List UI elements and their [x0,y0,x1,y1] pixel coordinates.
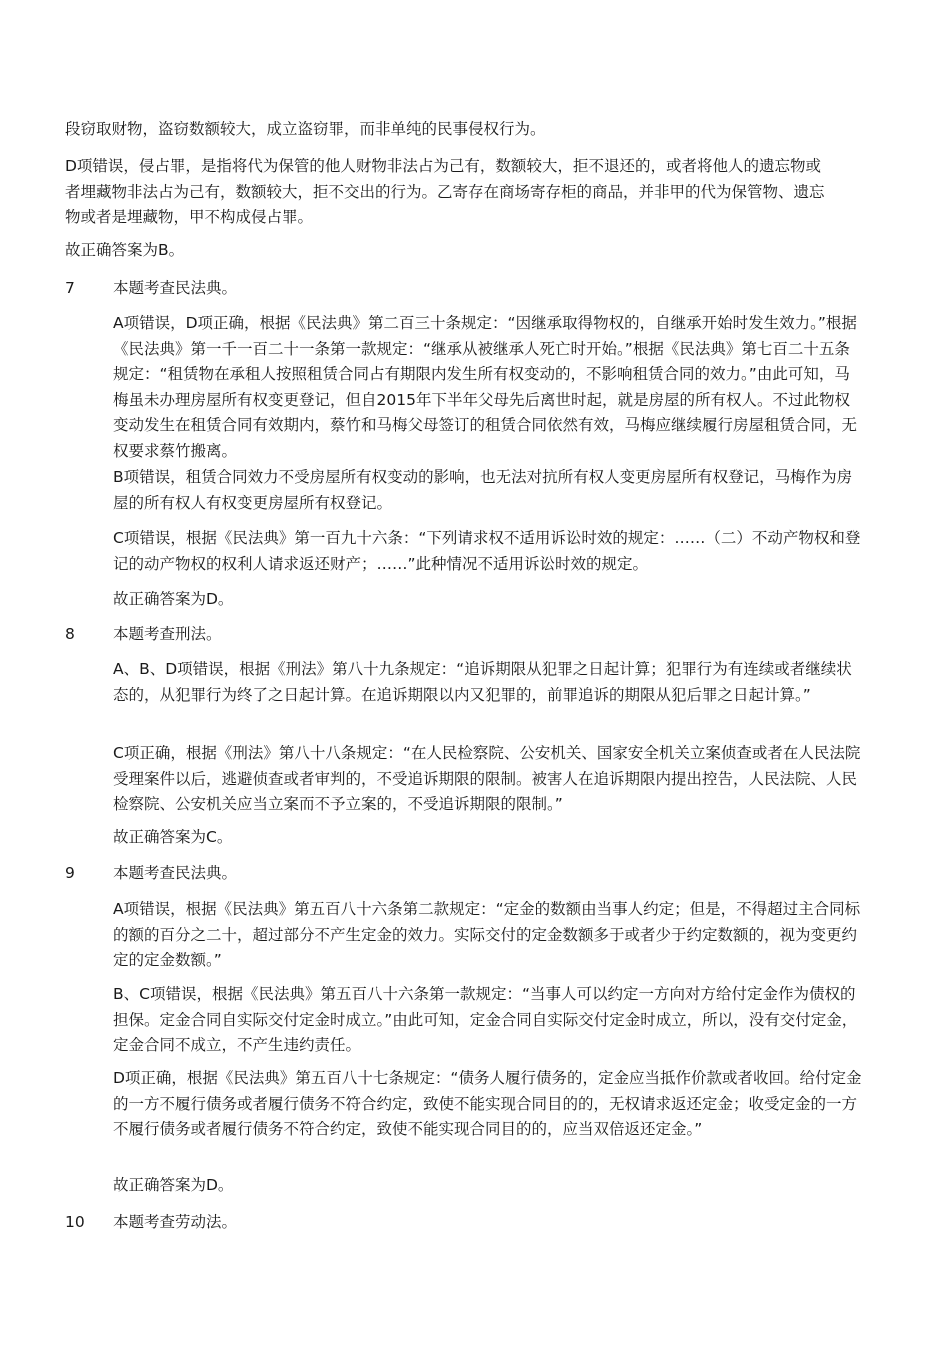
question-title: 本题考查劳动法。 [113,1213,238,1231]
question-answer: 故正确答案为D。 [113,1176,234,1194]
question-answer: 故正确答案为C。 [113,828,233,846]
question-paragraph: A项错误，根据《民法典》第五百八十六条第二款规定：“定金的数额由当事人约定；但是，不得超过主合同标的额的百分之二十，超过部分不产生定金的效力。实际交付的定金数额多于或者少于约定数额的，视为变更约定的定金数额。” [113,900,861,969]
intro-paragraph-1: 段窃取财物，盗窃数额较大，成立盗窃罪，而非单纯的民事侵权行为。 [65,120,546,138]
question-title: 本题考查民法典。 [113,864,238,882]
question-number: 10 [65,1213,85,1231]
question-number: 8 [65,625,75,643]
question-paragraph: B、C项错误，根据《民法典》第五百八十六条第一款规定：“当事人可以约定一方向对方给付定金作为债权的担保。定金合同自实际交付定金时成立。”由此可知，定金合同自实际交付定金时成立，所以，没有交付定金，定金合同不成立，不产生违约责任。 [113,985,858,1054]
question-number: 7 [65,279,75,297]
question-paragraph: C项错误，根据《民法典》第一百九十六条：“下列请求权不适用诉讼时效的规定：……（二）不动产物权和登记的动产物权的权利人请求返还财产；……”此种情况不适用诉讼时效的规定。 [113,529,861,573]
question-paragraph: A项错误，D项正确，根据《民法典》第二百三十条规定：“因继承取得物权的，自继承开始时发生效力。”根据《民法典》第一千一百二十一条第一款规定：“继承从被继承人死亡时开始。”根据《民法典》第七百二十五条规定：“租赁物在承租人按照租赁合同占有期限内发生所有权变动的，不影响租赁合同的效力。”由此可知，马梅虽未办理房屋所有权变更登记，但自2015年下半年父母先后离世时起，就是房屋的所有权人。不过此物权变动发生在租赁合同有效期内，蔡竹和马梅父母签订的租赁合同依然有效，马梅应继续履行房屋租赁合同，无权要求蔡竹搬离。 [113,314,858,460]
question-paragraph: C项正确，根据《刑法》第八十八条规定：“在人民检察院、公安机关、国家安全机关立案侦查或者在人民法院受理案件以后，逃避侦查或者审判的，不受追诉期限的限制。被害人在追诉期限内提出控告，人民法院、人民检察院、公安机关应当立案而不予立案的，不受追诉期限的限制。” [113,744,861,813]
intro-paragraph-2: D项错误，侵占罪，是指将代为保管的他人财物非法占为己有，数额较大，拒不退还的，或者将他人的遗忘物或者埋藏物非法占为己有，数额较大，拒不交出的行为。乙寄存在商场寄存柜的商品，并非甲的代为保管物、遗忘物或者是埋藏物，甲不构成侵占罪。 [65,157,825,226]
question-title: 本题考查民法典。 [113,279,238,297]
question-paragraph: B项错误，租赁合同效力不受房屋所有权变动的影响，也无法对抗所有权人变更房屋所有权登记，马梅作为房屋的所有权人有权变更房屋所有权登记。 [113,468,853,512]
question-answer: 故正确答案为D。 [113,590,234,608]
intro-answer: 故正确答案为B。 [65,241,185,259]
question-number: 9 [65,864,75,882]
question-paragraph: A、B、D项错误，根据《刑法》第八十九条规定：“追诉期限从犯罪之日起计算；犯罪行为有连续或者继续状态的，从犯罪行为终了之日起计算。在追诉期限以内又犯罪的，前罪追诉的期限从犯后罪之日起计算。” [113,660,852,704]
question-paragraph: D项正确，根据《民法典》第五百八十七条规定：“债务人履行债务的，定金应当抵作价款或者收回。给付定金的一方不履行债务或者履行债务不符合约定，致使不能实现合同目的的，无权请求返还定金；收受定金的一方不履行债务或者履行债务不符合约定，致使不能实现合同目的的，应当双倍返还定金。” [113,1069,862,1138]
question-title: 本题考查刑法。 [113,625,222,643]
